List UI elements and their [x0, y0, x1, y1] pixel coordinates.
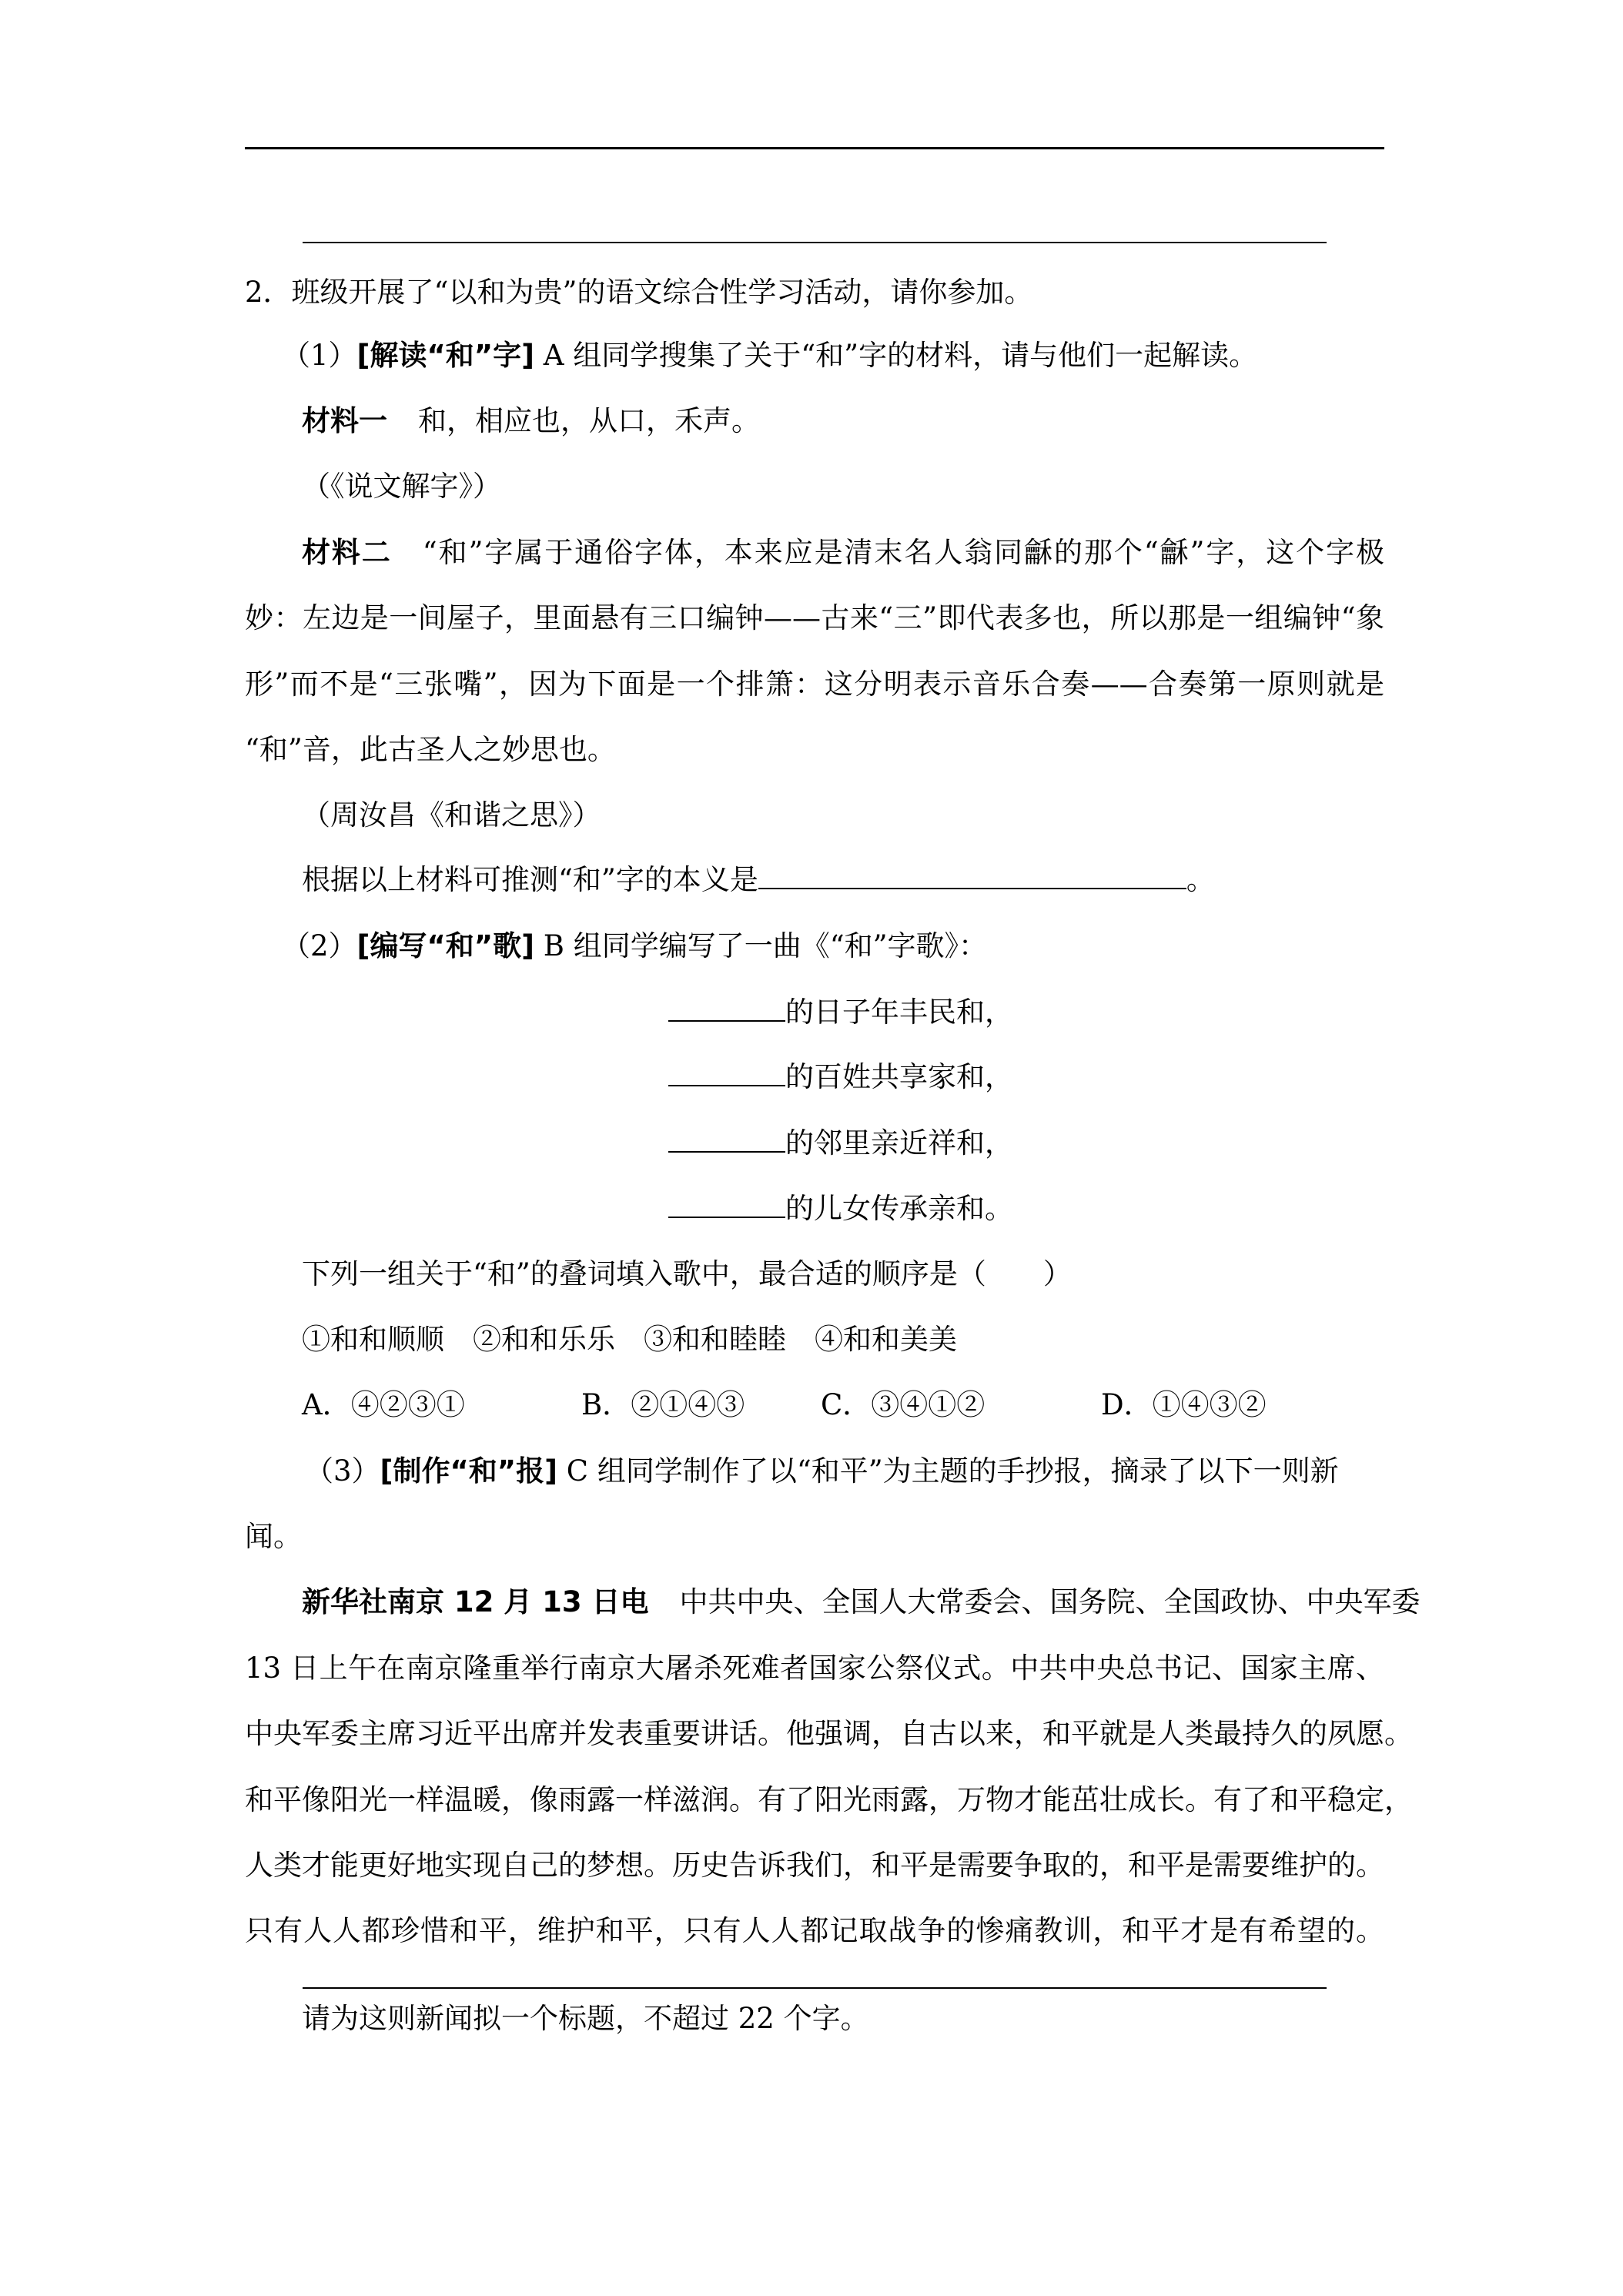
part1-prompt-end: 。	[1186, 863, 1215, 896]
part2-prompt: 下列一组关于“和”的叠词填入歌中，最合适的顺序是（ ）	[302, 1257, 1072, 1290]
material-1-source: （《说文解字》）	[302, 470, 501, 503]
answer-line-top	[303, 242, 1327, 243]
answer-blank[interactable]	[758, 862, 1186, 889]
part1-prefix: （1）	[282, 339, 357, 372]
part2-heading	[282, 926, 987, 966]
song-blank[interactable]	[668, 994, 785, 1022]
news-line-5: 人类才能更好地实现自己的梦想。历史告诉我们，和平是需要争取的，和平是需要维护的。	[245, 1849, 1384, 1882]
song-line-2	[668, 1057, 1013, 1097]
part3-prefix: （3）	[305, 1454, 380, 1488]
material-1	[302, 401, 760, 441]
part2-prefix: （2）	[282, 929, 357, 962]
part3-tag: [制作“和”报]	[380, 1454, 558, 1488]
part3-prompt: 请为这则新闻拟一个标题，不超过 22 个字。	[302, 2002, 869, 2035]
material-2-line-3: 形”而不是“三张嘴”，因为下面是一个排箫：这分明表示音乐合奏——合奏第一原则就是	[245, 668, 1384, 701]
option-b[interactable]: B．②①④③	[581, 1388, 745, 1421]
news-line-6: 只有人人都珍惜和平，维护和平，只有人人都记取战争的惨痛教训，和平才是有希望的。	[245, 1914, 1384, 1947]
song-line-4	[668, 1189, 1013, 1229]
news-line-1	[302, 1582, 1421, 1622]
song-line-3	[668, 1123, 1013, 1163]
part1-prompt-text: 根据以上材料可推测“和”字的本义是	[302, 863, 758, 896]
song-text: 的百姓共享家和，	[785, 1060, 1013, 1093]
material-1-label: 材料一	[302, 404, 387, 437]
option-d[interactable]: D．①④③②	[1101, 1388, 1267, 1421]
song-text: 的邻里亲近祥和，	[785, 1126, 1013, 1160]
song-text: 的日子年丰民和，	[785, 996, 1013, 1029]
part1-heading	[282, 336, 1257, 376]
material-2-line-1	[302, 533, 1384, 573]
material-2-source: （周汝昌《和谐之思》）	[302, 798, 601, 832]
question-intro: 2．班级开展了“以和为贵”的语文综合性学习活动，请你参加。	[245, 276, 1033, 309]
material-1-text: 和，相应也，从口，禾声。	[418, 404, 760, 437]
news-line-4: 和平像阳光一样温暖，像雨露一样滋润。有了阳光雨露，万物才能茁壮成长。有了和平稳定，	[245, 1783, 1413, 1816]
material-2-label: 材料二	[302, 536, 392, 569]
news-line-2: 13 日上午在南京隆重举行南京大屠杀死难者国家公祭仪式。中共中央总书记、国家主席、	[245, 1652, 1384, 1685]
header-rule	[245, 147, 1384, 149]
part3-heading	[305, 1451, 1339, 1491]
song-blank[interactable]	[668, 1125, 785, 1153]
song-blank[interactable]	[668, 1190, 785, 1218]
part3-text-line-2: 闻。	[245, 1520, 302, 1553]
news-line-3: 中央军委主席习近平出席并发表重要讲话。他强调，自古以来，和平就是人类最持久的夙愿。	[245, 1717, 1413, 1750]
part3-text: C 组同学制作了以“和平”为主题的手抄报，摘录了以下一则新	[557, 1454, 1339, 1488]
part2-words: ①和和顺顺 ②和和乐乐 ③和和睦睦 ④和和美美	[302, 1323, 957, 1356]
song-blank[interactable]	[668, 1059, 785, 1086]
part2-text: B 组同学编写了一曲《“和”字歌》：	[534, 929, 988, 962]
part1-tag: [解读“和”字]	[356, 339, 535, 372]
song-line-1	[668, 992, 1013, 1033]
song-text: 的儿女传承亲和。	[785, 1192, 1013, 1225]
material-2-line-4: “和”音，此古圣人之妙思也。	[245, 733, 616, 766]
news-lead: 新华社南京 12 月 13 日电	[302, 1585, 649, 1618]
part1-text: A 组同学搜集了关于“和”字的材料，请与他们一起解读。	[534, 339, 1258, 372]
option-a[interactable]: A．④②③①	[302, 1388, 465, 1421]
part2-tag: [编写“和”歌]	[356, 929, 535, 962]
news-text-1: 中共中央、全国人大常委会、国务院、全国政协、中央军委	[679, 1585, 1421, 1618]
material-2-line-2: 妙：左边是一间屋子，里面悬有三口编钟——古来“三”即代表多也，所以那是一组编钟“象	[245, 601, 1384, 634]
answer-line-bottom	[303, 1987, 1327, 1989]
material-2-text-1: “和”字属于通俗字体，本来应是清末名人翁同龢的那个“龢”字，这个字极	[422, 536, 1384, 569]
part1-prompt	[302, 860, 1215, 900]
option-c[interactable]: C．③④①②	[821, 1388, 986, 1421]
